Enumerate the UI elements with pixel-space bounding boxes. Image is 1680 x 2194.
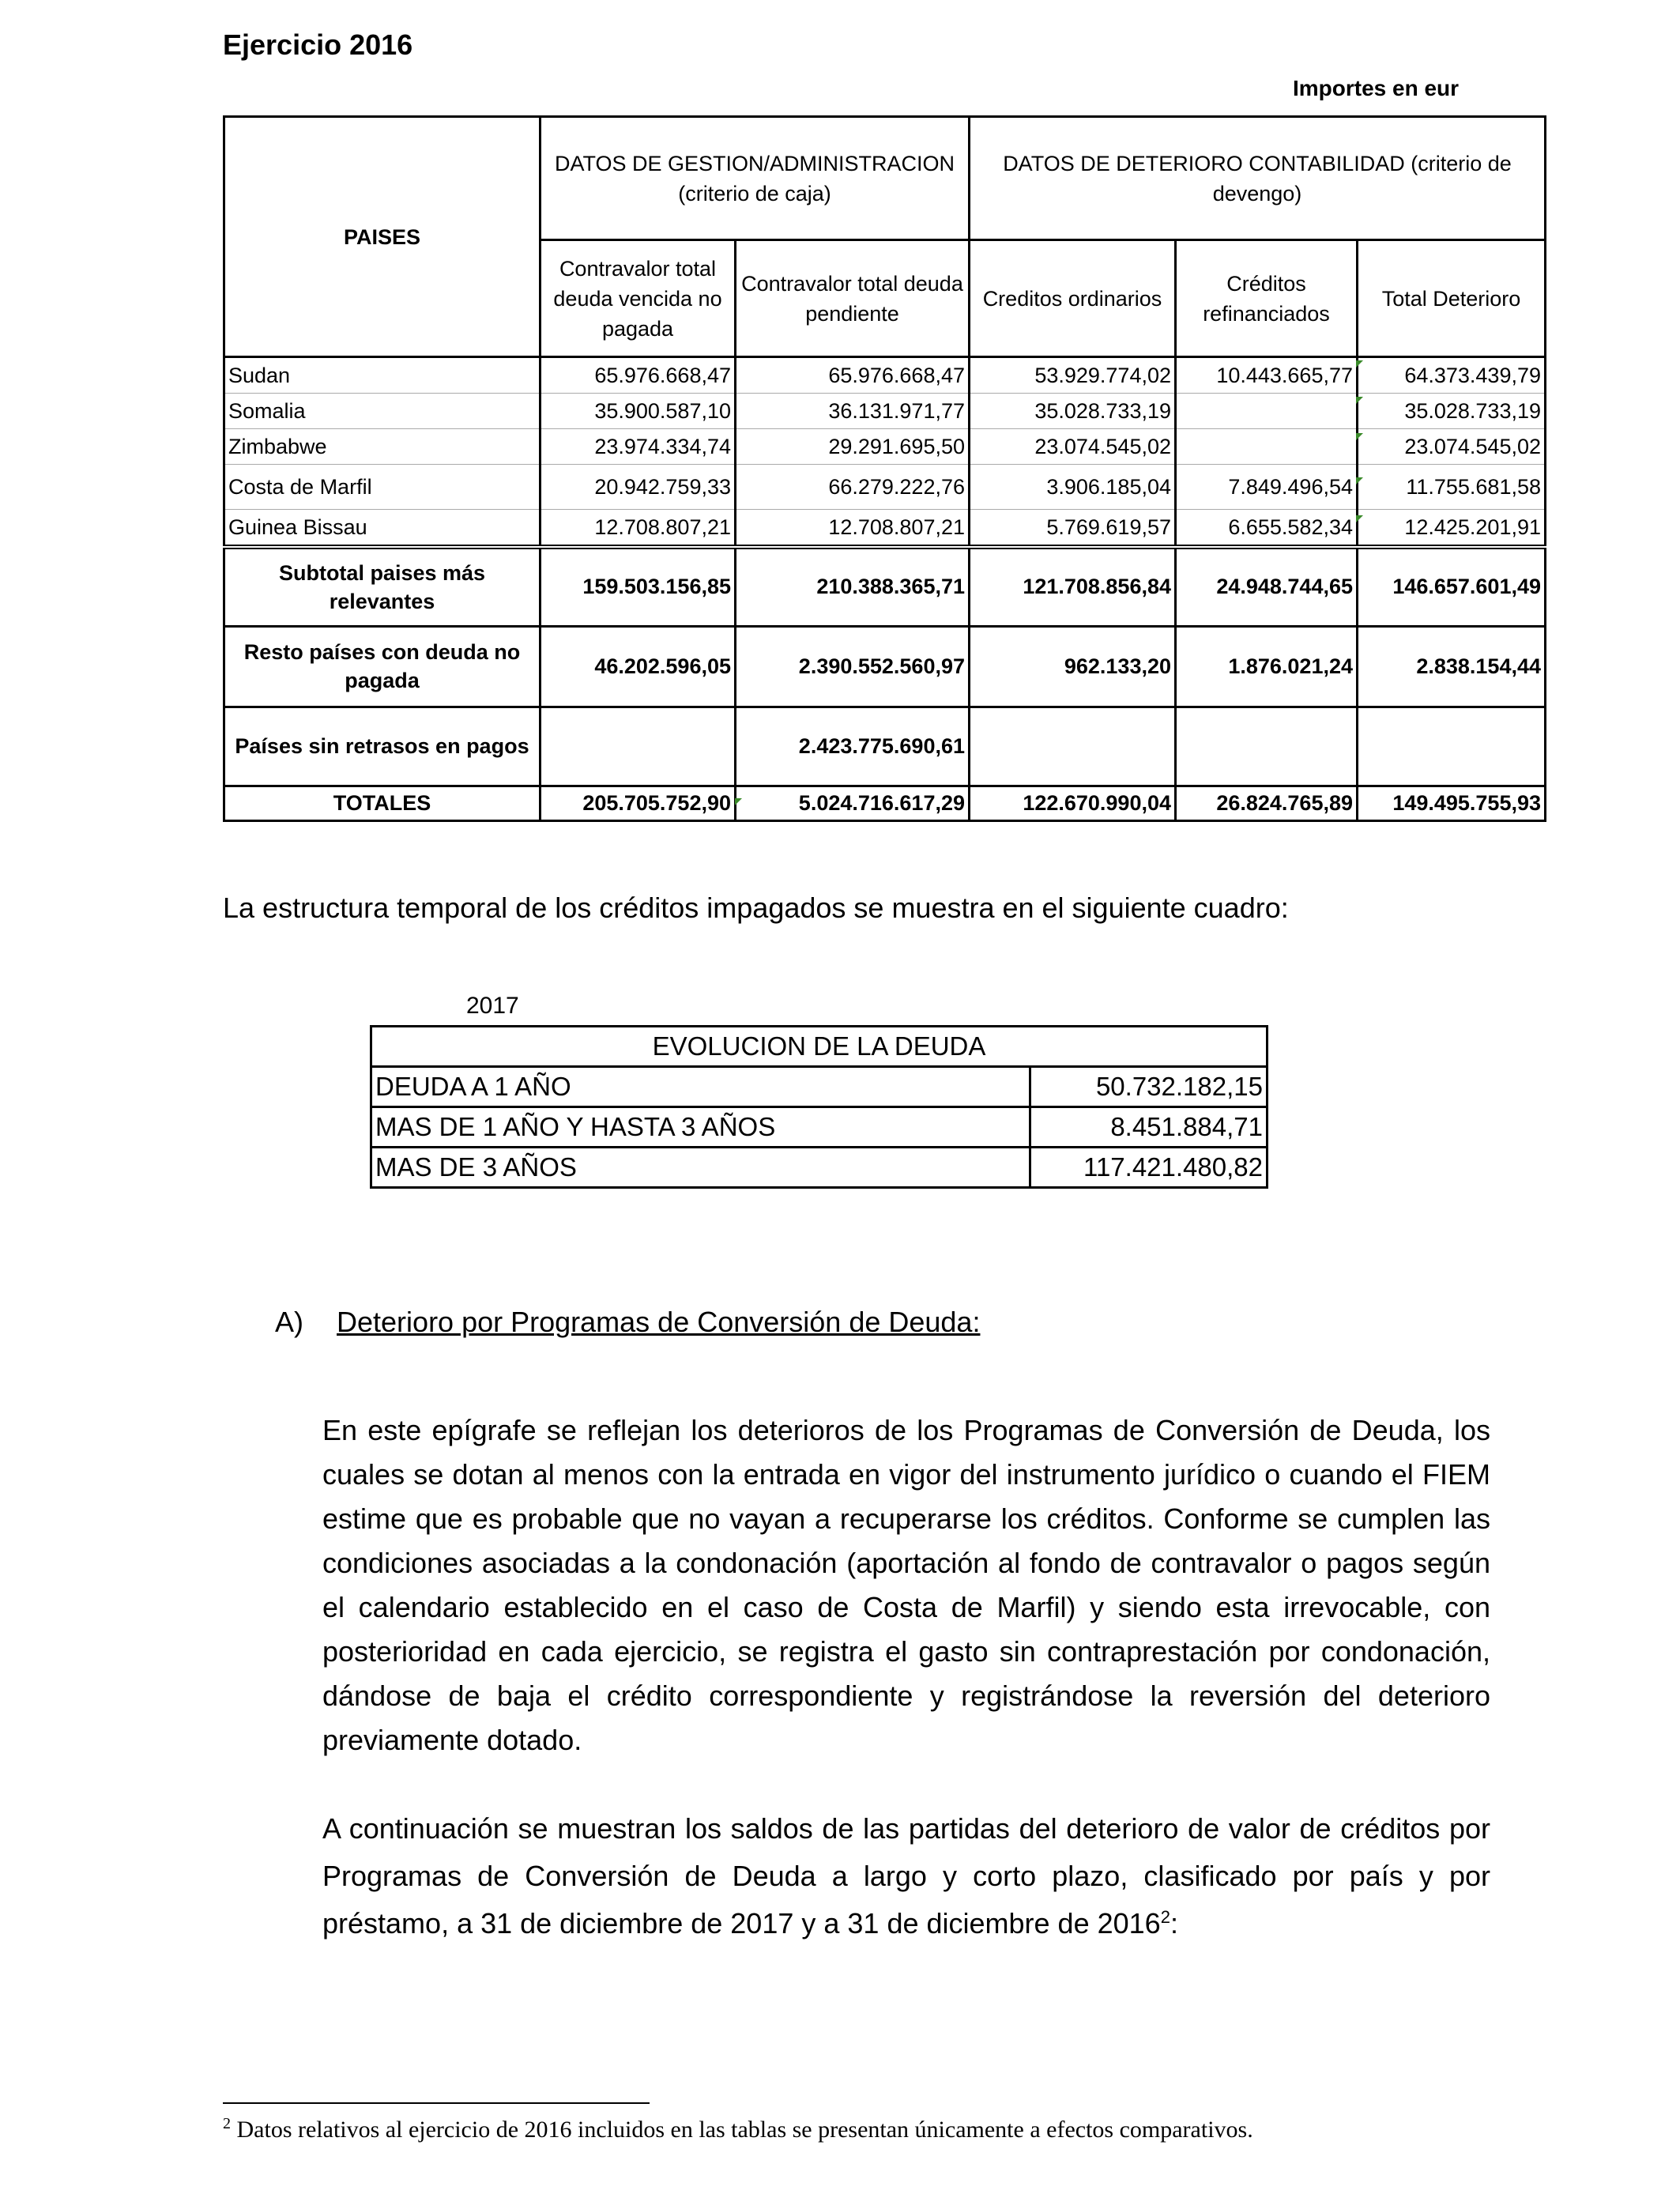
resto-row	[224, 626, 1546, 707]
refinanciados-value	[1176, 429, 1358, 465]
vencida-value: 65.976.668,47	[541, 357, 736, 394]
resto-refinanciados: 1.876.021,24	[1176, 626, 1358, 707]
evolution-label: MAS DE 1 AÑO Y HASTA 3 AÑOS	[371, 1107, 1030, 1148]
table-row	[224, 510, 1546, 548]
country-name: Somalia	[224, 394, 541, 429]
footnote-mark: 2	[223, 2115, 231, 2132]
sin-retrasos-label: Países sin retrasos en pagos	[224, 707, 541, 786]
table-row	[371, 1107, 1268, 1148]
vencida-value: 23.974.334,74	[541, 429, 736, 465]
vencida-value: 35.900.587,10	[541, 394, 736, 429]
totales-pendiente: 5.024.716.617,29	[736, 786, 970, 820]
deterioro-table	[223, 115, 1546, 822]
evolution-label: DEUDA A 1 AÑO	[371, 1067, 1030, 1107]
header-paises: PAISES	[224, 117, 541, 357]
comment-marker-icon	[1356, 515, 1363, 522]
pendiente-value: 36.131.971,77	[736, 394, 970, 429]
refinanciados-value: 7.849.496,54	[1176, 465, 1358, 510]
header-group-gestion: DATOS DE GESTION/ADMINISTRACION (criterio de caja)	[541, 117, 970, 240]
header-refinanciados: Créditos refinanciados	[1176, 240, 1358, 357]
comment-marker-icon	[1356, 433, 1363, 440]
pendiente-value: 65.976.668,47	[736, 357, 970, 394]
subtotal-refinanciados: 24.948.744,65	[1176, 547, 1358, 626]
pendiente-value: 66.279.222,76	[736, 465, 970, 510]
comment-marker-icon	[735, 798, 742, 805]
ordinarios-value: 3.906.185,04	[970, 465, 1176, 510]
totales-total: 149.495.755,93	[1358, 786, 1546, 820]
table-row	[224, 394, 1546, 429]
comment-marker-icon	[1356, 477, 1363, 484]
subtotal-total: 146.657.601,49	[1358, 547, 1546, 626]
resto-label: Resto países con deuda no pagada	[224, 626, 541, 707]
sin-retrasos-refinanciados	[1176, 707, 1358, 786]
sin-retrasos-vencida	[541, 707, 736, 786]
country-name: Sudan	[224, 357, 541, 394]
resto-ordinarios: 962.133,20	[970, 626, 1176, 707]
body-paragraph: En este epígrafe se reflejan los deterioros de los Programas de Conversión de Deuda, los cuales se dotan al menos con la entrada en vigor del instrumento jurídico o cuando el FIEM estime que es probable que no vayan a recuperarse los créditos. Conforme se cumplen las condiciones asociadas a la condonación (aportación al fondo de contravalor o pagos según el calendario establecido en el caso de Costa de Marfil) y siendo esta irrevocable, con posterioridad en cada ejercicio, se registra el gasto sin contraprestación por condonación, dándose de baja el crédito correspondiente y registrándose la reversión del deterioro previamente dotado.	[322, 1414, 1490, 1756]
table-row	[224, 429, 1546, 465]
country-name: Zimbabwe	[224, 429, 541, 465]
country-name: Costa de Marfil	[224, 465, 541, 510]
table-row	[224, 465, 1546, 510]
header-total: Total Deterioro	[1358, 240, 1546, 357]
refinanciados-value	[1176, 394, 1358, 429]
comment-marker-icon	[1356, 360, 1363, 368]
ordinarios-value: 35.028.733,19	[970, 394, 1176, 429]
sin-retrasos-total	[1358, 707, 1546, 786]
subtotal-row	[224, 547, 1546, 626]
body-paragraph	[322, 1805, 1490, 1947]
resto-vencida: 46.202.596,05	[541, 626, 736, 707]
refinanciados-value: 6.655.582,34	[1176, 510, 1358, 548]
subtotal-vencida: 159.503.156,85	[541, 547, 736, 626]
totales-ordinarios: 122.670.990,04	[970, 786, 1176, 820]
paragraph-text: A continuación se muestran los saldos de las partidas del deterioro de valor de créditos por Programas de Conversión de Deuda a largo y corto plazo, clasificado por país y por préstamo, a 31 de diciembre de 2017 y a 31 de diciembre de 2016	[322, 1812, 1490, 1940]
sin-retrasos-ordinarios	[970, 707, 1176, 786]
evolution-label: MAS DE 3 AÑOS	[371, 1148, 1030, 1188]
totales-row	[224, 786, 1546, 820]
section-heading	[275, 1306, 980, 1339]
header-pendiente: Contravalor total deuda pendiente	[736, 240, 970, 357]
ordinarios-value: 5.769.619,57	[970, 510, 1176, 548]
section-letter: A)	[275, 1306, 303, 1338]
evolution-value: 8.451.884,71	[1030, 1107, 1268, 1148]
total-value: 12.425.201,91	[1358, 510, 1546, 548]
sin-retrasos-row	[224, 707, 1546, 786]
total-value: 35.028.733,19	[1358, 394, 1546, 429]
page-title: Ejercicio 2016	[223, 28, 413, 61]
evolution-table	[370, 1025, 1268, 1189]
ordinarios-value: 23.074.545,02	[970, 429, 1176, 465]
pendiente-value: 12.708.807,21	[736, 510, 970, 548]
evolution-value: 50.732.182,15	[1030, 1067, 1268, 1107]
totales-label: TOTALES	[224, 786, 541, 820]
pendiente-value: 29.291.695,50	[736, 429, 970, 465]
total-value: 11.755.681,58	[1358, 465, 1546, 510]
evolution-year: 2017	[466, 993, 519, 1019]
header-group-deterioro: DATOS DE DETERIORO CONTABILIDAD (criterio de devengo)	[970, 117, 1546, 240]
footnote	[223, 2117, 1253, 2143]
totales-refinanciados: 26.824.765,89	[1176, 786, 1358, 820]
refinanciados-value: 10.443.665,77	[1176, 357, 1358, 394]
vencida-value: 12.708.807,21	[541, 510, 736, 548]
intro-paragraph: La estructura temporal de los créditos impagados se muestra en el siguiente cuadro:	[223, 892, 1289, 924]
resto-pendiente: 2.390.552.560,97	[736, 626, 970, 707]
table-row	[371, 1148, 1268, 1188]
footnote-text: Datos relativos al ejercicio de 2016 incluidos en las tablas se presentan únicamente a efectos comparativos.	[231, 2117, 1253, 2143]
header-vencida: Contravalor total deuda vencida no pagada	[541, 240, 736, 357]
footnote-reference: 2	[1160, 1907, 1170, 1927]
evolution-value: 117.421.480,82	[1030, 1148, 1268, 1188]
paragraph-end: :	[1170, 1907, 1178, 1940]
ordinarios-value: 53.929.774,02	[970, 357, 1176, 394]
table-row	[371, 1067, 1268, 1107]
vencida-value: 20.942.759,33	[541, 465, 736, 510]
totales-vencida: 205.705.752,90	[541, 786, 736, 820]
total-value: 64.373.439,79	[1358, 357, 1546, 394]
sin-retrasos-pendiente: 2.423.775.690,61	[736, 707, 970, 786]
units-label: Importes en eur	[1293, 76, 1460, 100]
country-name: Guinea Bissau	[224, 510, 541, 548]
header-ordinarios: Creditos ordinarios	[970, 240, 1176, 357]
subtotal-pendiente: 210.388.365,71	[736, 547, 970, 626]
evolution-title: EVOLUCION DE LA DEUDA	[371, 1027, 1268, 1067]
footnote-separator	[223, 2102, 650, 2104]
table-row	[224, 357, 1546, 394]
subtotal-ordinarios: 121.708.856,84	[970, 547, 1176, 626]
section-title: Deterioro por Programas de Conversión de Deuda:	[337, 1306, 981, 1338]
subtotal-label: Subtotal paises más relevantes	[224, 547, 541, 626]
total-value: 23.074.545,02	[1358, 429, 1546, 465]
resto-total: 2.838.154,44	[1358, 626, 1546, 707]
comment-marker-icon	[1356, 397, 1363, 404]
